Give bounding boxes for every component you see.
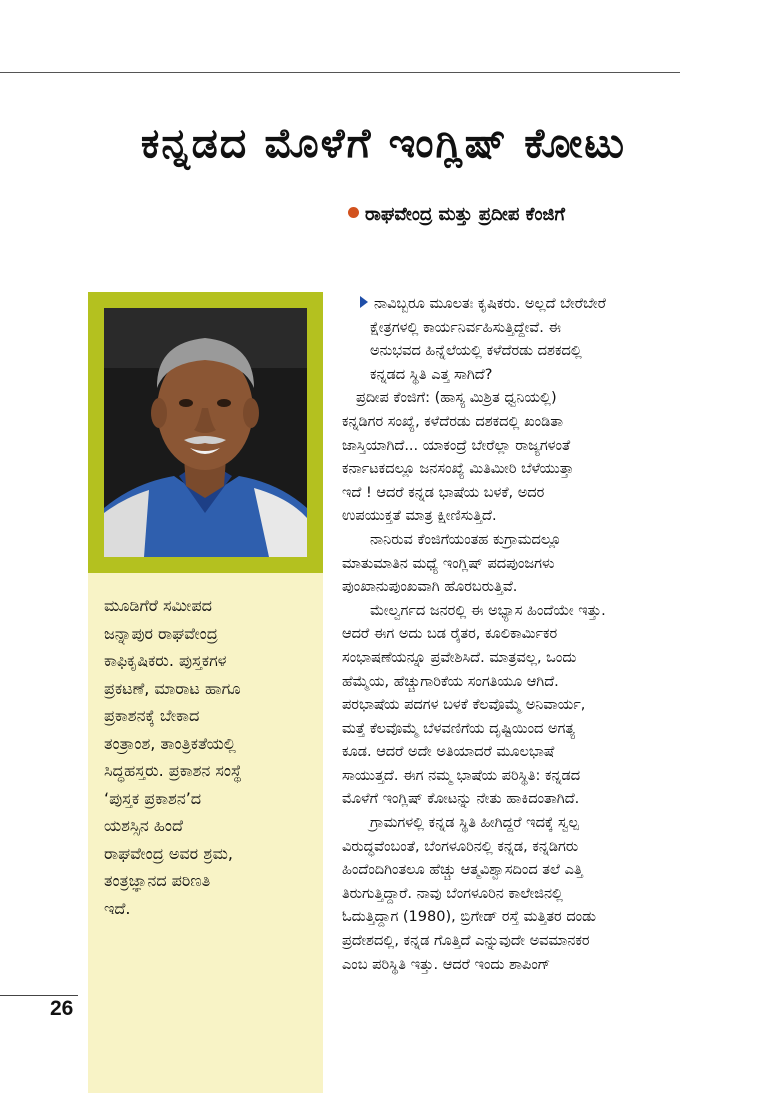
caption-line: ಜನ್ನಾಪುರ ರಾಘವೇಂದ್ರ (104, 623, 218, 643)
body-line: ಕೂಡ. ಆದರೆ ಅದೇ ಅತಿಯಾದರೆ ಮೂಲಭಾಷೆ (342, 744, 555, 761)
body-line: ಹಿಂದೆಂದಿಗಿಂತಲೂ ಹೆಚ್ಚು ಆತ್ಮವಿಶ್ವಾಸದಿಂದ ತಲೆ ಎತ್ತಿ (342, 862, 583, 879)
body-line: ಕನ್ನಡಿಗರ ಸಂಖ್ಯೆ, ಕಳೆದೆರಡು ದಶಕದಲ್ಲಿ ಖಂಡಿತಾ (342, 413, 564, 430)
body-line: ಆದರೆ ಈಗ ಅದು ಬಡ ರೈತರ, ಕೂಲಿಕಾರ್ಮಿಕರ (342, 626, 558, 643)
top-rule (0, 72, 680, 73)
byline-text: ರಾಘವೇಂದ್ರ ಮತ್ತು ಪ್ರದೀಪ ಕೆಂಜಿಗೆ (365, 204, 565, 225)
body-line: ಕರ್ನಾಟಕದಲ್ಲೂ ಜನಸಂಖ್ಯೆ ಮಿತಿಮೀರಿ ಬೆಳೆಯುತ್ತಾ (342, 461, 574, 478)
body-line: ಕನ್ನಡದ ಸ್ಥಿತಿ ಎತ್ತ ಸಾಗಿದೆ? (370, 366, 493, 383)
body-line: ಎಂಬ ಪರಿಸ್ಥಿತಿ ಇತ್ತು. ಆದರೆ ಇಂದು ಶಾಪಿಂಗ್ (342, 956, 551, 973)
sidebar-caption (104, 592, 309, 922)
body-line: ನಾನಿರುವ ಕೆಂಜಿಗೆಯಂತಹ ಕುಗ್ರಾಮದಲ್ಲೂ (370, 531, 562, 548)
body-line: ಹೆಮ್ಮೆಯ, ಹೆಚ್ಚುಗಾರಿಕೆಯ ಸಂಗತಿಯೂ ಆಗಿದೆ. (342, 673, 559, 690)
body-line: ಜಾಸ್ತಿಯಾಗಿದೆ... ಯಾಕಂದ್ರೆ ಬೇರೆಲ್ಲಾ ರಾಜ್ಯಗಳಂತೆ (342, 437, 571, 454)
caption-line: ಯಶಸ್ಸಿನ ಹಿಂದೆ (104, 816, 183, 835)
body-line: ಪ್ರದೇಶದಲ್ಲಿ, ಕನ್ನಡ ಗೊತ್ತಿದೆ ಎನ್ನುವುದೇ ಅವಮಾನಕರ (342, 933, 590, 950)
body-line: ಓದುತ್ತಿದ್ದಾಗ (1980), ಬ್ರಿಗೇಡ್ ರಸ್ತೆ ಮತ್ತಿತರ ದಂಡು (342, 909, 596, 926)
question-marker-icon (360, 296, 368, 308)
body-line: ಪುಂಖಾನುಪುಂಖವಾಗಿ ಹೊರಬರುತ್ತಿವೆ. (342, 579, 518, 596)
byline (348, 204, 565, 225)
portrait-illustration (104, 308, 307, 557)
body-line: ತಿರುಗುತ್ತಿದ್ದಾರೆ. ನಾವು ಬೆಂಗಳೂರಿನ ಕಾಲೇಜಿನಲ್ಲಿ (342, 885, 563, 902)
bullet-dot-icon (348, 207, 359, 218)
body-line: ಕ್ಷೇತ್ರಗಳಲ್ಲಿ ಕಾರ್ಯನಿರ್ವಹಿಸುತ್ತಿದ್ದೇವೆ. ಈ (370, 319, 562, 336)
body-line: ಮಾತುಮಾತಿನ ಮಧ್ಯೆ ಇಂಗ್ಲಿಷ್ ಪದಪುಂಜಗಳು (342, 555, 555, 572)
body-line: ಮೇಲ್ವರ್ಗದ ಜನರಲ್ಲಿ ಈ ಅಭ್ಯಾಸ ಹಿಂದೆಯೇ ಇತ್ತು. (370, 602, 606, 619)
article-title: ಕನ್ನಡದ ಮೊಳೆಗೆ ಇಂಗ್ಲಿಷ್ ಕೋಟು (140, 119, 627, 168)
body-line: ಸಾಯುತ್ತದೆ. ಈಗ ನಮ್ಮ ಭಾಷೆಯ ಪರಿಸ್ಥಿತಿ: ಕನ್ನಡದ (342, 767, 581, 784)
body-line: ಪರಭಾಷೆಯ ಪದಗಳ ಬಳಕೆ ಕೆಲವೊಮ್ಮೆ ಅನಿವಾರ್ಯ, (342, 697, 586, 714)
body-line: ಸಂಭಾಷಣೆಯನ್ನೂ ಪ್ರವೇಶಿಸಿದೆ. ಮಾತ್ರವಲ್ಲ, ಒಂದು (342, 649, 577, 666)
body-line: ಅನುಭವದ ಹಿನ್ನೆಲೆಯಲ್ಲಿ ಕಳೆದೆರಡು ದಶಕದಲ್ಲಿ (370, 343, 582, 360)
body-line: ಮತ್ತೆ ಕೆಲವೊಮ್ಮೆ ಬೆಳವಣಿಗೆಯ ದೃಷ್ಟಿಯಿಂದ ಅಗತ್ಯ (342, 720, 576, 737)
caption-line: ರಾಘವೇಂದ್ರ ಅವರ ಶ್ರಮ, (104, 843, 233, 863)
caption-line: ತಂತ್ರಾಂಶ, ತಾಂತ್ರಿಕತೆಯಲ್ಲಿ (104, 733, 236, 753)
body-line: ಇದೆ ! ಆದರೆ ಕನ್ನಡ ಭಾಷೆಯ ಬಳಕೆ, ಅದರ (342, 484, 545, 501)
caption-line: ಮೂಡಿಗೆರೆ ಸಮೀಪದ (104, 596, 212, 615)
body-line: ಉಪಯುಕ್ತತೆ ಮಾತ್ರ ಕ್ಷೀಣಿಸುತ್ತಿದೆ. (342, 508, 497, 525)
body-line: ಗ್ರಾಮಗಳಲ್ಲಿ ಕನ್ನಡ ಸ್ಥಿತಿ ಹೀಗಿದ್ದರೆ ಇದಕ್ಕೆ ಸ್ವಲ್ಪ (370, 815, 579, 832)
caption-line: ಸಿದ್ಧಹಸ್ತರು. ಪ್ರಕಾಶನ ಸಂಸ್ಥೆ (104, 761, 242, 780)
body-line: ಪ್ರದೀಪ ಕೆಂಜಿಗೆ: (ಹಾಸ್ಯ ಮಿಶ್ರಿತ ಧ್ವನಿಯಲ್ಲಿ) (356, 390, 557, 407)
page-number: 26 (50, 997, 74, 1020)
caption-line: ಪ್ರಕಟಣೆ, ಮಾರಾಟ ಹಾಗೂ (104, 678, 241, 698)
caption-line: ಕಾಫಿಕೃಷಿಕರು. ಪುಸ್ತಕಗಳ (104, 651, 227, 670)
body-line: ನಾವಿಬ್ಬರೂ ಮೂಲತಃ ಕೃಷಿಕರು. ಅಲ್ಲದೆ ಬೇರೆಬೇರೆ (342, 293, 672, 317)
caption-line: ‘ಪುಸ್ತಕ ಪ್ರಕಾಶನ’ದ (104, 788, 202, 808)
caption-line: ಪ್ರಕಾಶನಕ್ಕೆ ಬೇಕಾದ (104, 706, 200, 725)
caption-line: ಇದೆ. (104, 898, 131, 918)
caption-line: ತಂತ್ರಜ್ಞಾನದ ಪರಿಣತಿ (104, 871, 211, 890)
portrait-photo (104, 308, 307, 557)
article-body (342, 293, 672, 977)
page-number-rule (0, 995, 78, 996)
body-line: ವಿರುದ್ಧವೆಂಬಂತೆ, ಬೆಂಗಳೂರಿನಲ್ಲಿ ಕನ್ನಡ, ಕನ್ನಡಿಗರು (342, 838, 579, 855)
body-line: ಮೊಳೆಗೆ ಇಂಗ್ಲಿಷ್ ಕೋಟನ್ನು ನೇತು ಹಾಕಿದಂತಾಗಿದೆ. (342, 791, 580, 808)
